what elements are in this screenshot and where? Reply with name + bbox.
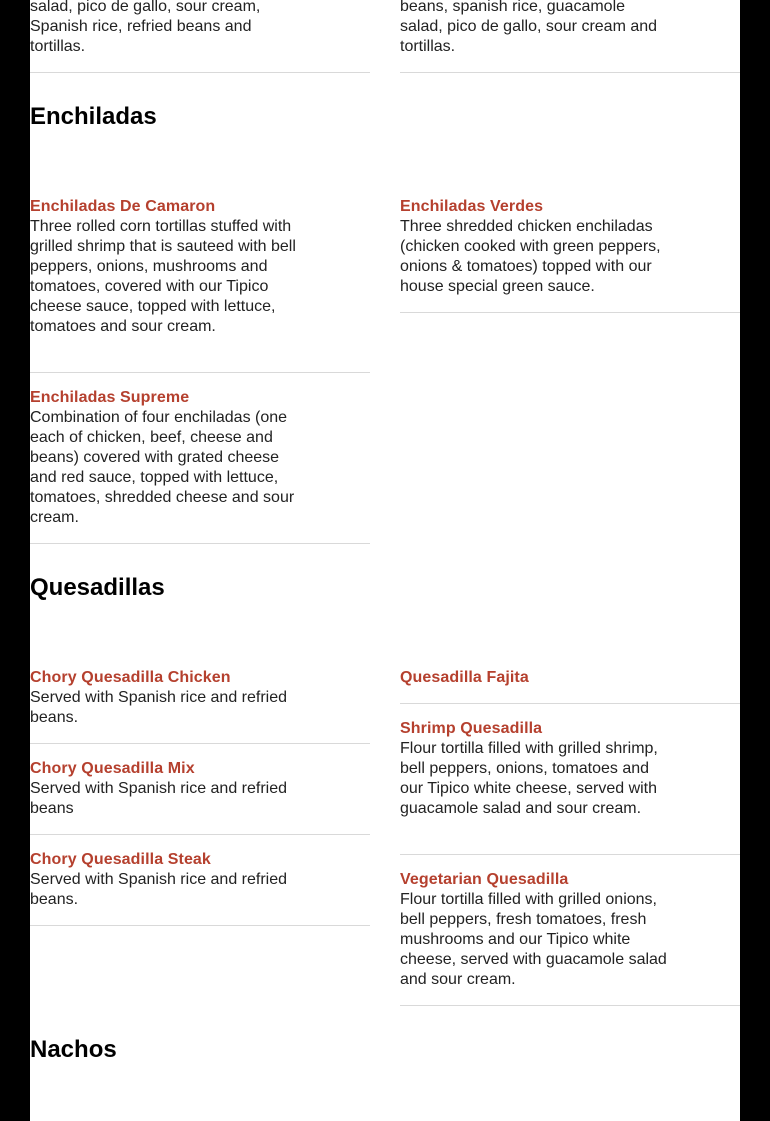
menu-item-description: beans, spanish rice, guacamole salad, pico de gallo, sour cream and tortillas. xyxy=(400,0,658,55)
menu-item-description: Flour tortilla filled with grilled onions, bell peppers, fresh tomatoes, fresh mushrooms and our Tipico white cheese, served with guacamole salad and sour cream. xyxy=(400,891,667,988)
menu-item-chory-quesadilla-mix[interactable] xyxy=(30,759,370,835)
menu-item-description: Served with Spanish rice and refried beans. xyxy=(30,871,288,908)
section-title-enchiladas: Enchiladas xyxy=(30,103,157,130)
menu-item-chory-quesadilla-chicken[interactable] xyxy=(30,668,370,744)
menu-item-quesadilla-fajita[interactable] xyxy=(400,668,740,704)
menu-page xyxy=(30,0,740,1121)
menu-item-description: Served with Spanish rice and refried beans. xyxy=(30,689,288,726)
section-title-quesadillas: Quesadillas xyxy=(30,574,165,601)
menu-item-name[interactable]: Chory Quesadilla Mix xyxy=(30,760,195,777)
menu-item[interactable] xyxy=(400,0,740,73)
menu-item-description: salad, pico de gallo, sour cream, Spanish rice, refried beans and tortillas. xyxy=(30,0,261,55)
menu-item-name[interactable]: Enchiladas De Camaron xyxy=(30,198,216,215)
menu-item-description: Flour tortilla filled with grilled shrimp, bell peppers, onions, tomatoes and our Tipico white cheese, served with guacamole salad and sour cream. xyxy=(400,740,658,817)
menu-item-name[interactable]: Quesadilla Fajita xyxy=(400,669,529,686)
menu-item-name[interactable]: Shrimp Quesadilla xyxy=(400,720,543,737)
menu-item-enchiladas-verdes[interactable] xyxy=(400,197,740,313)
menu-item-description: Served with Spanish rice and refried beans xyxy=(30,780,288,817)
menu-item-enchiladas-supreme[interactable] xyxy=(30,388,370,544)
menu-item-name[interactable]: Chory Quesadilla Chicken xyxy=(30,669,231,686)
menu-item-enchiladas-de-camaron[interactable] xyxy=(30,197,370,373)
menu-item-name[interactable]: Vegetarian Quesadilla xyxy=(400,871,569,888)
menu-item-description: Combination of four enchiladas (one each of chicken, beef, cheese and beans) covered with grated cheese and red sauce, topped with lettuce, tomatoes, shredded cheese and sour cream. xyxy=(30,409,295,526)
menu-item-vegetarian-quesadilla[interactable] xyxy=(400,870,740,1006)
menu-item-shrimp-quesadilla[interactable] xyxy=(400,719,740,855)
section-title-nachos: Nachos xyxy=(30,1036,117,1063)
menu-item[interactable] xyxy=(30,0,370,73)
menu-item-description: Three rolled corn tortillas stuffed with grilled shrimp that is sauteed with bell peppers, onions, mushrooms and tomatoes, covered with our Tipico cheese sauce, topped with lettuce, tomatoes and sour cream. xyxy=(30,218,296,335)
menu-item-name[interactable]: Chory Quesadilla Steak xyxy=(30,851,211,868)
menu-item-description: Three shredded chicken enchiladas (chicken cooked with green peppers, onions & tomatoes) topped with our house special green sauce. xyxy=(400,218,661,295)
menu-item-name[interactable]: Enchiladas Supreme xyxy=(30,389,190,406)
menu-item-name[interactable]: Enchiladas Verdes xyxy=(400,198,544,215)
menu-item-chory-quesadilla-steak[interactable] xyxy=(30,850,370,926)
